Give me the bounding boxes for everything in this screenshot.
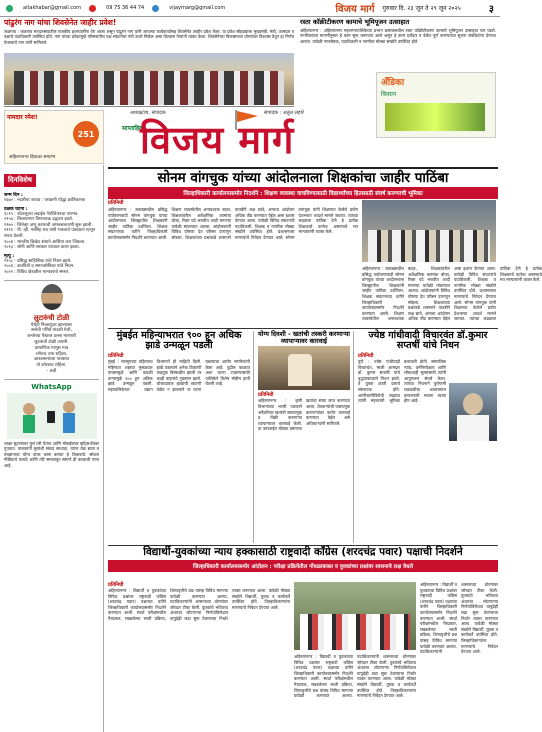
bottom-story-header [108, 547, 498, 579]
death-heading: मृत्यू : [4, 253, 15, 259]
bottom-story-body [108, 582, 290, 728]
poem-line: लुटारुंची टोळी जमली. [34, 339, 69, 345]
whatsapp-illustration [4, 393, 99, 439]
sidebar-column [0, 165, 104, 732]
right-ad-brand: ॲंडिका [381, 78, 405, 88]
top-email-1: aitakhabar@gmail.com [23, 5, 82, 11]
poem-line: आश्वासनांच्या पावसात [33, 357, 70, 363]
gandhi-headline: ज्येष्ठ गांधीवादी विचारवंत डॉ.कुमार सप्तर्षी यांचे निधन [368, 330, 488, 351]
section-divider [108, 328, 498, 329]
gandhi-side [449, 359, 497, 533]
birth-heading: जन्म दिन : [4, 193, 23, 198]
bottom-subhead: जिल्हाधिकारी कार्यालयासमोर आंदोलन : परीक्षा प्रक्रियेतील गोंधळाबाबत व युवकांच्या प्रश्नांवर शासनाचे लक्ष वेधले [108, 560, 498, 572]
email-icon [6, 5, 15, 12]
top-phone: 09 75 36 44 74 [106, 5, 145, 11]
ad-product-image [385, 103, 485, 131]
sidebar-divider [4, 280, 99, 281]
masthead-weekly: साप्ताहिक [122, 125, 144, 132]
gas-photo [258, 346, 350, 390]
masthead-editor: संपादक : अतुल लहारे [264, 110, 304, 116]
event-line: १८१५ : वॉटरलूच्या लढाईत नेपोलियनचा पराभव. [4, 211, 79, 217]
bottom-headline: विद्यार्थी-युवकांच्या न्याय हक्कासाठी राष्ट्रवादी काँग्रेस (शरदचंद्र पवार) पक्षाची निदर्शने [143, 546, 463, 558]
poem-title: लुटारुंची टोळी [33, 313, 70, 322]
gandhi-byline: प्रतिनिधी [358, 352, 374, 359]
event-heading: ठळक घटना : [4, 206, 28, 212]
bottom-body-right: अहिल्यानगर : विद्यार्थी व युवकांच्या विविध प्रश्नांवर राष्ट्रवादी काँग्रेस (शरदचंद्र पवार) पक्षाच्या वतीने जिल्हाधिकारी कार्यालयासमोर निदर्शने करण्यात आली. स्पर्धा परीक्षांमधील गैरप्रकार, रखडलेल्या भरती प्रक्रिया, शिष्यवृत्तीचे प्रश्न यांसह विविध मागण्या यावेळी करण्यात आल्या. पदाधिकाऱ्यांनी शासनाच्या धोरणांवर जोरदार टीका केली. युवकांचे भवितव्य अंधारात लोटणाऱ्या निर्णयांविरोधात यापुढेही लढा सुरू ठेवण्याचा निर्धार व्यक्त करण्यात आला. यावेळी मोठ्या संख्येने विद्यार्थी, युवक व कार्यकर्ते उपस्थित होते. जिल्हाधिकाऱ्यांना मागण्यांचे निवेदन देण्यात आले. [420, 582, 498, 655]
top-left-headline: पांढुरंग नाग यांचा शिवसेनेत जाहीर प्रवेश! [4, 18, 117, 27]
event-line: १९९१ : पी. व्ही. नरसिंह राव यांनी भारताचे पंतप्रधान म्हणून शपथ घेतली. [4, 228, 96, 239]
top-left-body: जळगाव : जळगाव मतदारसंघातील राजकीय हालचालींना वेग आला असून पांढुरंग नाग यांनी आपल्या कार्यकर्त्यांसह शिवसेनेत जाहीर प्रवेश केला. या प्रवेश सोहळ्याला मुख्यमंत्री, मंत्री, आमदार व पक्षाचे पदाधिकारी उपस्थित होते. नाग यांच्या प्रवेशामुळे परिसरातील पक्ष संघटनेला नवी ऊर्जा मिळेल असा विश्वास नेत्यांनी व्यक्त केला. शिवसेनेच्या विकासाच्या धोरणांवर विश्वास ठेवून हा निर्णय घेतल्याचे नाग यांनी सांगितले. [4, 28, 294, 46]
group-photo [4, 53, 294, 105]
masthead-editor-left: अध्यक्ष/व्य. संपादक [130, 110, 166, 116]
gas-headline: योग्य दिवशी - खतांची तस्करी करणाऱ्या व्यापाऱ्यावर कारवाई [258, 330, 350, 345]
bottom-byline: प्रतिनिधी [108, 582, 124, 588]
top-right-body: अहिल्यानगर : अहिल्यानगर महानगरपालिकेच्या प्रभाग क्रमांकमधील रस्ता कॉक्रीटीकरण कामाचे भूमिपूजन उत्साहात पार पडले. नागरिकांच्या मागणीनुसार हे काम सुरू करण्यात आले असून हे काम दर्जेदार व वेळेत पूर्ण करण्याच्या सूचना संबंधितांना देण्यात आल्या. यावेळी नगरसेवक, पदाधिकारी व नागरिक मोठ्या संख्येने उपस्थित होते. [300, 27, 496, 44]
death-line: २०२२ : विविध क्षेत्रातील मान्यवरांचे स्मरण. [4, 269, 70, 275]
bottom-body: अहिल्यानगर : विद्यार्थी व युवकांच्या विविध प्रश्नांवर राष्ट्रवादी काँग्रेस (शरदचंद्र पवार) पक्षाच्या वतीने जिल्हाधिकारी कार्यालयासमोर निदर्शने करण्यात आली. स्पर्धा परीक्षांमधील गैरप्रकार, रखडलेल्या भरती प्रक्रिया, शिष्यवृत्तीचे प्रश्न यांसह विविध मागण्या यावेळी करण्यात आल्या. पदाधिकाऱ्यांनी शासनाच्या धोरणांवर जोरदार टीका केली. युवकांचे भवितव्य अंधारात लोटणाऱ्या निर्णयांविरोधात यापुढेही लढा सुरू ठेवण्याचा निर्धार व्यक्त करण्यात आला. यावेळी मोठ्या संख्येने विद्यार्थी, युवक व कार्यकर्ते उपस्थित होते. जिल्हाधिकाऱ्यांना मागण्यांचे निवेदन देण्यात आले. [108, 588, 290, 621]
event-line: १९५४ : लिलावनगर विमानतळ उद्घाटन झाले. [4, 217, 74, 223]
poem-line: तो कोरडाच राहिला. [36, 363, 67, 369]
death-line: २००४ : कवयित्री व समाजसेविका यांचे निधन. [4, 264, 75, 270]
poem-line: प्रामाणिक माणूस मात्र [34, 345, 69, 351]
story-gas [258, 331, 354, 543]
masthead-title: विजय मार्ग [140, 118, 295, 162]
flag-icon [232, 108, 262, 130]
event-line: २०१३ : सोनी आणि सरकार यांच्यात करार झाला. [4, 245, 80, 251]
top-right-story [300, 19, 496, 69]
top-strip [0, 0, 500, 17]
mumbai-body: मुंबई : मान्सूनच्या पहिल्याच महिन्यात शहरात मुसळधार पावसामुळे आणि वादळी वाऱ्यामुळे ९०० हून अधिक झाडे उन्मळून पडली. महापालिकेच्या उद्यान विभागाने ही माहिती दिली. झाडे पडल्याने अनेक ठिकाणी वाहतूक विस्कळीत झाली तर काही वाहनांचे नुकसान झाले. धोकादायक झाडांची छाटणी वेळेत न झाल्याने या घटना घडल्याचा आरोप नागरिकांनी केला आहे. पुढील काळात अशा घटना टाळण्यासाठी पालिकेने विशेष मोहीम हाती घेतली आहे. [108, 358, 250, 392]
mumbai-byline: प्रतिनिधी [108, 352, 124, 359]
whatsapp-body: शाळा सुटल्यावर मुलं घरी येतात आणि मोबाईलवर व्हॉट्सॲपवर गुंततात. पालकांनी मुलांशी संवाद साधावा, त्यांना वेळ द्यावा व तंत्रज्ञानाचा योग्य वापर कसा करावा हे शिकवावे. सोशल मीडियाचे फायदे आणि तोटे समजावून सांगणे ही काळाची गरज आहे. [4, 440, 99, 469]
mumbai-headline: मुंबईत महिन्याभरात ९०० हून अधिक झाडे उन्मळून पडली [116, 330, 242, 351]
left-ad-label: नामदार रमेश! [7, 114, 38, 121]
right-ad [376, 72, 496, 138]
brand-small: विजय मार्ग [335, 4, 375, 15]
poem-line: सत्तेची गणिते मांडली गेली, [31, 328, 72, 334]
gandhi-body: पुणे : ज्येष्ठ गांधीवादी विचारवंत, माजी आमदार डॉ. कुमार सप्तर्षी यांचे वृद्धापकाळाने निधन झाले. ते युवक क्रांती दलाचे संस्थापक होते. आणीबाणीविरोधी लढ्यात त्यांनी महत्त्वाची भूमिका बजावली होती. सामाजिक न्याय, धर्मनिरपेक्षता आणि लोकशाही मूल्यांसाठी त्यांनी आयुष्यभर संघर्ष केला. त्यांच्या निधनाने पुरोगामी चळवळीचा आधारस्तंभ हरपल्याची भावना व्यक्त होत आहे. [358, 358, 446, 404]
gandhi-portrait [449, 383, 497, 441]
event-line: १९७५ : जिनेव्हा अणू कराराची अंमलबजावणी सुरू झाली. [4, 222, 93, 228]
left-ad-sub: अहिल्यानगर हिवाळा समारंभ [9, 155, 56, 160]
page-number: ३ [488, 4, 494, 15]
gas-body: अहिल्यानगर : कृषी विभागाच्या भरारी पथकाने अवैधरित्या खतांची साठवणूक व विक्री करणाऱ्या व्यापाऱ्यावर कारवाई केली. या कारवाईत मोठ्या प्रमाणात खतांचा साठा जप्त करण्यात आला. शेतकऱ्यांची फसवणूक करणाऱ्यांवर कठोर कारवाई करण्यात येईल असे अधिकाऱ्यांनी सांगितले. [258, 398, 350, 432]
main-body: अहिल्यानगर : लडाखमधील प्रसिद्ध पर्यावरणवादी सोनम वांगचुक यांच्या आंदोलनाला जिल्ह्यातील शिक्षकांनी जाहीर पाठिंबा दर्शविला. शिक्षक संघटनांच्या वतीने जिल्हाधिकारी कार्यालयासमोर निदर्शने करण्यात आली. शिक्षण व्यवस्थेतील अनावश्यक बदल, शिक्षकांवरील अशैक्षणिक कामांचा बोजा, रिक्त पदे भरावीत आदी मागण्या यावेळी मांडण्यात आल्या. आंदोलकांनी विविध घोषणा देत परिसर दणाणून सोडला. शिक्षकांच्या प्रश्नांकडे शासनाने तातडीने लक्ष द्यावे, अन्यथा आंदोलन अधिक तीव्र करण्यात येईल असा इशारा देण्यात आला. यावेळी विविध संघटनांचे पदाधिकारी, शिक्षक व नागरिक मोठ्या संख्येने उपस्थित होते. प्रशासनाला मागण्यांचे निवेदन देण्यात आले. सोनम वांगचुक यांनी शिक्षणात केलेले प्रयोग देशभरात आदर्श मानले जातात. त्यांच्या लढ्याला पाठिंबा देणे हे प्रत्येक शिक्षकाचे कर्तव्य असल्याचे मत मान्यवरांनी व्यक्त केले. [108, 207, 358, 240]
bottom-body-continued: अहिल्यानगर : विद्यार्थी व युवकांच्या विविध प्रश्नांवर राष्ट्रवादी काँग्रेस (शरदचंद्र पवार) पक्षाच्या वतीने जिल्हाधिकारी कार्यालयासमोर निदर्शने करण्यात आली. स्पर्धा परीक्षांमधील गैरप्रकार, रखडलेल्या भरती प्रक्रिया, शिष्यवृत्तीचे प्रश्न यांसह विविध मागण्या यावेळी करण्यात आल्या. पदाधिकाऱ्यांनी शासनाच्या धोरणांवर जोरदार टीका केली. युवकांचे भवितव्य अंधारात लोटणाऱ्या निर्णयांविरोधात यापुढेही लढा सुरू ठेवण्याचा निर्धार व्यक्त करण्यात आला. यावेळी मोठ्या संख्येने विद्यार्थी, युवक व कार्यकर्ते उपस्थित होते. जिल्हाधिकाऱ्यांना मागण्यांचे निवेदन देण्यात आले. [294, 654, 416, 699]
masthead [110, 108, 372, 166]
sidebar-divider [4, 379, 99, 380]
poem-line: येथेही निवडणुका झाल्यावर [30, 322, 73, 328]
rally-photo [294, 582, 416, 650]
sidebar-title: दिनविशेष [4, 174, 36, 187]
main-story-header [108, 167, 498, 197]
right-ad-sub: किसान [381, 91, 397, 98]
top-right-headline: रस्ता कॉक्रीटीकरण कामाचे भूमिपूजन उत्साहात [300, 18, 410, 26]
death-line: १९५८ : प्रसिद्ध साहित्यिक यांचे निधन झाले. [4, 258, 72, 264]
main-story-body [108, 200, 358, 324]
gas-byline: प्रतिनिधी [258, 392, 274, 399]
top-email-2: vijaymarg@gmail.com [169, 5, 226, 11]
main-body-continued: अहिल्यानगर : लडाखमधील प्रसिद्ध पर्यावरणवादी सोनम वांगचुक यांच्या आंदोलनाला जिल्ह्यातील शिक्षकांनी जाहीर पाठिंबा दर्शविला. शिक्षक संघटनांच्या वतीने जिल्हाधिकारी कार्यालयासमोर निदर्शने करण्यात आली. शिक्षण व्यवस्थेतील अनावश्यक बदल, शिक्षकांवरील अशैक्षणिक कामांचा बोजा, रिक्त पदे भरावीत आदी मागण्या यावेळी मांडण्यात आल्या. आंदोलकांनी विविध घोषणा देत परिसर दणाणून सोडला. शिक्षकांच्या प्रश्नांकडे शासनाने तातडीने लक्ष द्यावे, अन्यथा आंदोलन अधिक तीव्र करण्यात येईल असा इशारा देण्यात आला. यावेळी विविध संघटनांचे पदाधिकारी, शिक्षक व नागरिक मोठ्या संख्येने उपस्थित होते. प्रशासनाला मागण्यांचे निवेदन देण्यात आले. सोनम वांगचुक यांनी शिक्षणात केलेले प्रयोग देशभरात आदर्श मानले जातात. त्यांच्या लढ्याला पाठिंबा देणे हे प्रत्येक शिक्षकाचे कर्तव्य असल्याचे मत मान्यवरांनी व्यक्त केले. [362, 266, 542, 322]
birth-line: १६७० : नदारीचा जाधव : पराक्रमी योद्धा क्रांतिकारक [4, 198, 86, 203]
poem-line: रांगेतच उभा राहिला, [35, 351, 68, 357]
left-ad-price: 251 [73, 121, 99, 147]
phone-icon [89, 5, 98, 12]
poet-avatar [4, 284, 99, 310]
top-left-story [4, 19, 294, 107]
poem-line: जनतेच्या पैशावर डल्ला मारणारी [27, 334, 76, 340]
event-line: २००४ : भारतीय क्रिकेट संघाने आशिया कप जिंकला. [4, 239, 86, 245]
whatsapp-title: WhatsApp [31, 382, 72, 391]
main-subhead: जिल्हाधिकारी कार्यालयासमोर निदर्शने : शिक्षण व्यवस्था वाचविण्यासाठी विद्यार्थ्यांच्या हितासाठी संघर्ष करण्याची भूमिका [108, 187, 498, 199]
mail-icon [152, 5, 161, 12]
left-ad [4, 110, 104, 164]
story-mumbai [108, 331, 254, 543]
poem-line: - कवी [46, 368, 57, 374]
issue-date: गुरुवार दि. २३ जून ते २९ जून २०२५ [382, 5, 461, 12]
story-gandhi [358, 331, 498, 543]
protest-photo [362, 200, 496, 262]
main-byline: प्रतिनिधी [108, 200, 124, 206]
main-headline: सोनम वांगचुक यांच्या आंदोलनाला शिक्षकांचा जाहीर पाठिंबा [157, 170, 449, 186]
